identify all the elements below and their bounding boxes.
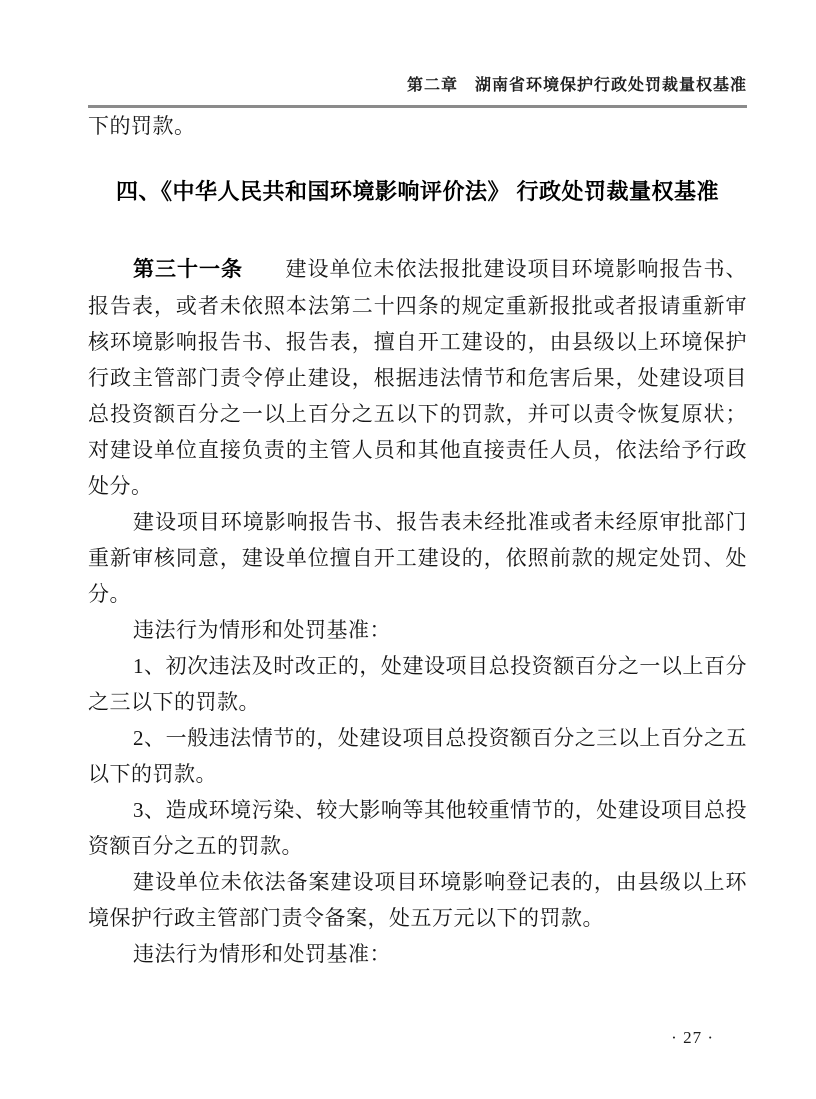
section-heading: 四、《中华人民共和国环境影响评价法》 行政处罚裁量权基准 [115,179,720,204]
page-header: 第二章 湖南省环境保护行政处罚裁量权基准 [406,77,747,94]
article-text: 建设单位未依法报批建设项目环境影响报告书、报告表，或者未依照本法第二十四条的规定重新报批或者报请重新审核环境影响报告书、报告表，擅自开工建设的，由县级以上环境保护行政主管部门责令停止建设，根据违法情节和危害后果，处建设项目总投资额百分之一以上百分之五以下的罚款，并可以责令恢复原状；对建设单位直接负责的主管人员和其他直接责任人员，依法给予行政处分。 [88,257,747,498]
content-area [88,76,747,972]
page-number: · 27 · [671,1028,714,1047]
paragraph: 违法行为情形和处罚基准： [133,942,391,966]
continuation-paragraph: 下的罚款。 [88,114,196,138]
paragraph: 违法行为情形和处罚基准： [133,618,391,642]
article-paragraph [88,251,747,504]
body-text [88,251,747,972]
paragraph: 建设单位未依法备案建设项目环境影响登记表的，由县级以上环境保护行政主管部门责令备案，处五万元以下的罚款。 [88,870,747,930]
paragraph: 建设项目环境影响报告书、报告表未经批准或者未经原审批部门重新审核同意，建设单位擅自开工建设的，依照前款的规定处罚、处分。 [88,510,747,606]
paragraph: 1、初次违法及时改正的，处建设项目总投资额百分之一以上百分之三以下的罚款。 [88,654,747,714]
paragraph: 3、造成环境污染、较大影响等其他较重情节的，处建设项目总投资额百分之五的罚款。 [88,798,747,858]
article-number-lead: 第三十一条 [133,258,243,281]
paragraph: 2、一般违法情节的，处建设项目总投资额百分之三以上百分之五以下的罚款。 [88,726,747,786]
